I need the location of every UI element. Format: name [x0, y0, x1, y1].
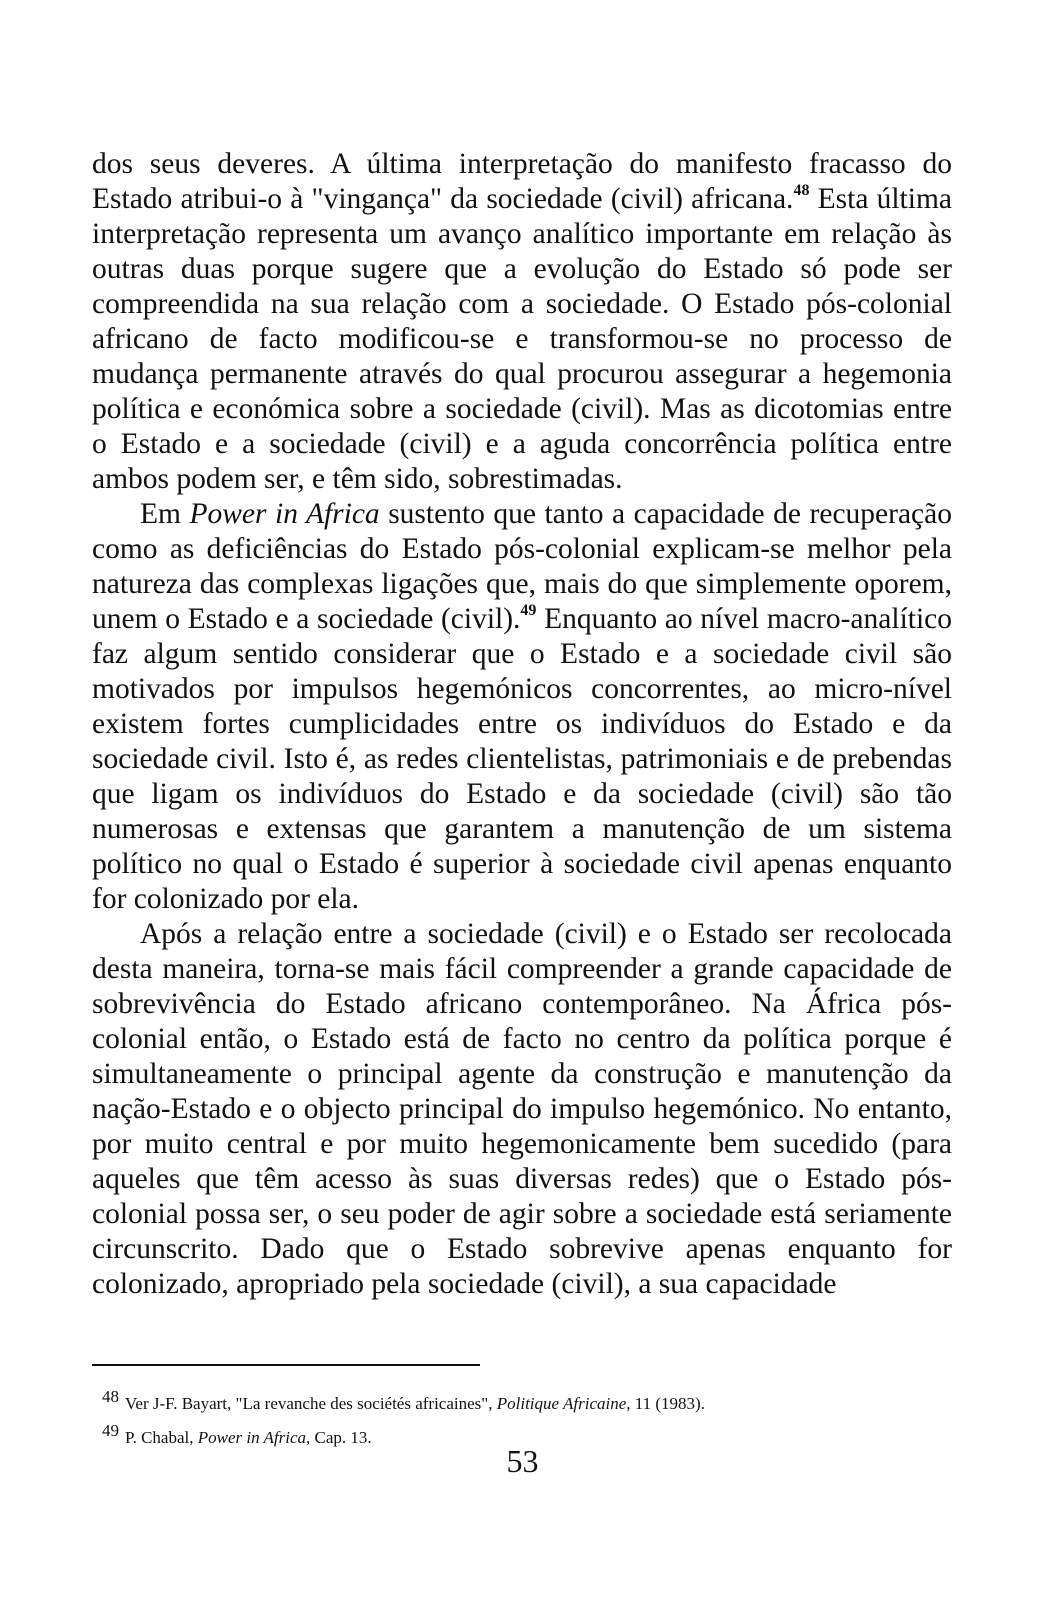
text-run: Enquanto ao nível macro-analítico faz algum sentido considerar que o Estado e a sociedade civil são motivados por impulsos hegemónicos concorrentes, ao micro-nível existem fortes cumplicidades entre os indivíduos do Estado e da sociedade civil. Isto é, as redes clientelistas, patrimoniais e de prebendas que ligam os indivíduos do Estado e da sociedade (civil) são tão numerosas e extensas que garantem a manutenção de um sistema político no qual o Estado é superior à sociedade civil apenas enquanto for colonizado por ela. — [92, 603, 952, 915]
footnotes — [102, 1383, 802, 1451]
italic-title: Power in Africa — [197, 1428, 307, 1447]
text-run: Em — [140, 498, 190, 530]
footnote-reference: 49 — [520, 602, 537, 619]
text-run: , Cap. 13. — [306, 1428, 372, 1447]
text-run: sustento que tanto a capacidade de recuperação como as deficiências do Estado pós-colonial explicam-se melhor pela natureza das complexas ligações que, mais do que simplemente oporem, unem o Estado e a sociedade (civil). — [92, 498, 952, 635]
text-run: P. Chabal, — [125, 1428, 198, 1447]
paragraph-2 — [92, 497, 952, 917]
footnote-reference: 48 — [793, 182, 810, 199]
footnote-number: 49 — [102, 1421, 119, 1440]
text-run: , 11 (1983). — [626, 1394, 705, 1413]
italic-title: Power in Africa — [189, 498, 380, 530]
footnote-number: 48 — [102, 1387, 119, 1406]
footnote-48 — [102, 1383, 802, 1417]
text-run: Após a relação entre a sociedade (civil) e o Estado ser recolocada desta maneira, torna-se mais fácil compreender a grande capacidade de sobrevivência do Estado africano contemporâneo. Na África pós-colonial então, o Estado está de facto no centro da política porque é simultaneamente o principal agente da construção e manutenção da nação-Estado e o objecto principal do impulso hegemónico. No entanto, por muito central e por muito hegemonicamente bem sucedido (para aqueles que têm acesso às suas diversas redes) que o Estado pós-colonial possa ser, o seu poder de agir sobre a sociedade está seriamente circunscrito. Dado que o Estado sobrevive apenas enquanto for colonizado, apropriado pela sociedade (civil), a sua capacidade — [92, 918, 952, 1300]
text-run: Esta última interpretação representa um avanço analítico importante em relação às outras duas porque sugere que a evolução do Estado só pode ser compreendida na sua relação com a sociedade. O Estado pós-colonial africano de facto modificou-se e transformou-se no processo de mudança permanente através do qual procurou assegurar a hegemonia política e económica sobre a sociedade (civil). Mas as dicotomias entre o Estado e a sociedade (civil) e a aguda concorrência política entre ambos podem ser, e têm sido, sobrestimadas. — [92, 183, 952, 495]
footnote-separator-rule — [92, 1364, 480, 1366]
text-run: Ver J-F. Bayart, "La revanche des sociétés africaines", — [125, 1394, 497, 1413]
paragraph-3 — [92, 917, 952, 1302]
page-number: 53 — [506, 1443, 539, 1479]
paragraph-1 — [92, 147, 952, 497]
text-run: dos seus deveres. A última interpretação do manifesto fracasso do Estado atribui-o à "vingança" da sociedade (civil) africana. — [92, 148, 952, 215]
body-text — [92, 147, 952, 1302]
italic-title: Politique Africaine — [496, 1394, 627, 1413]
